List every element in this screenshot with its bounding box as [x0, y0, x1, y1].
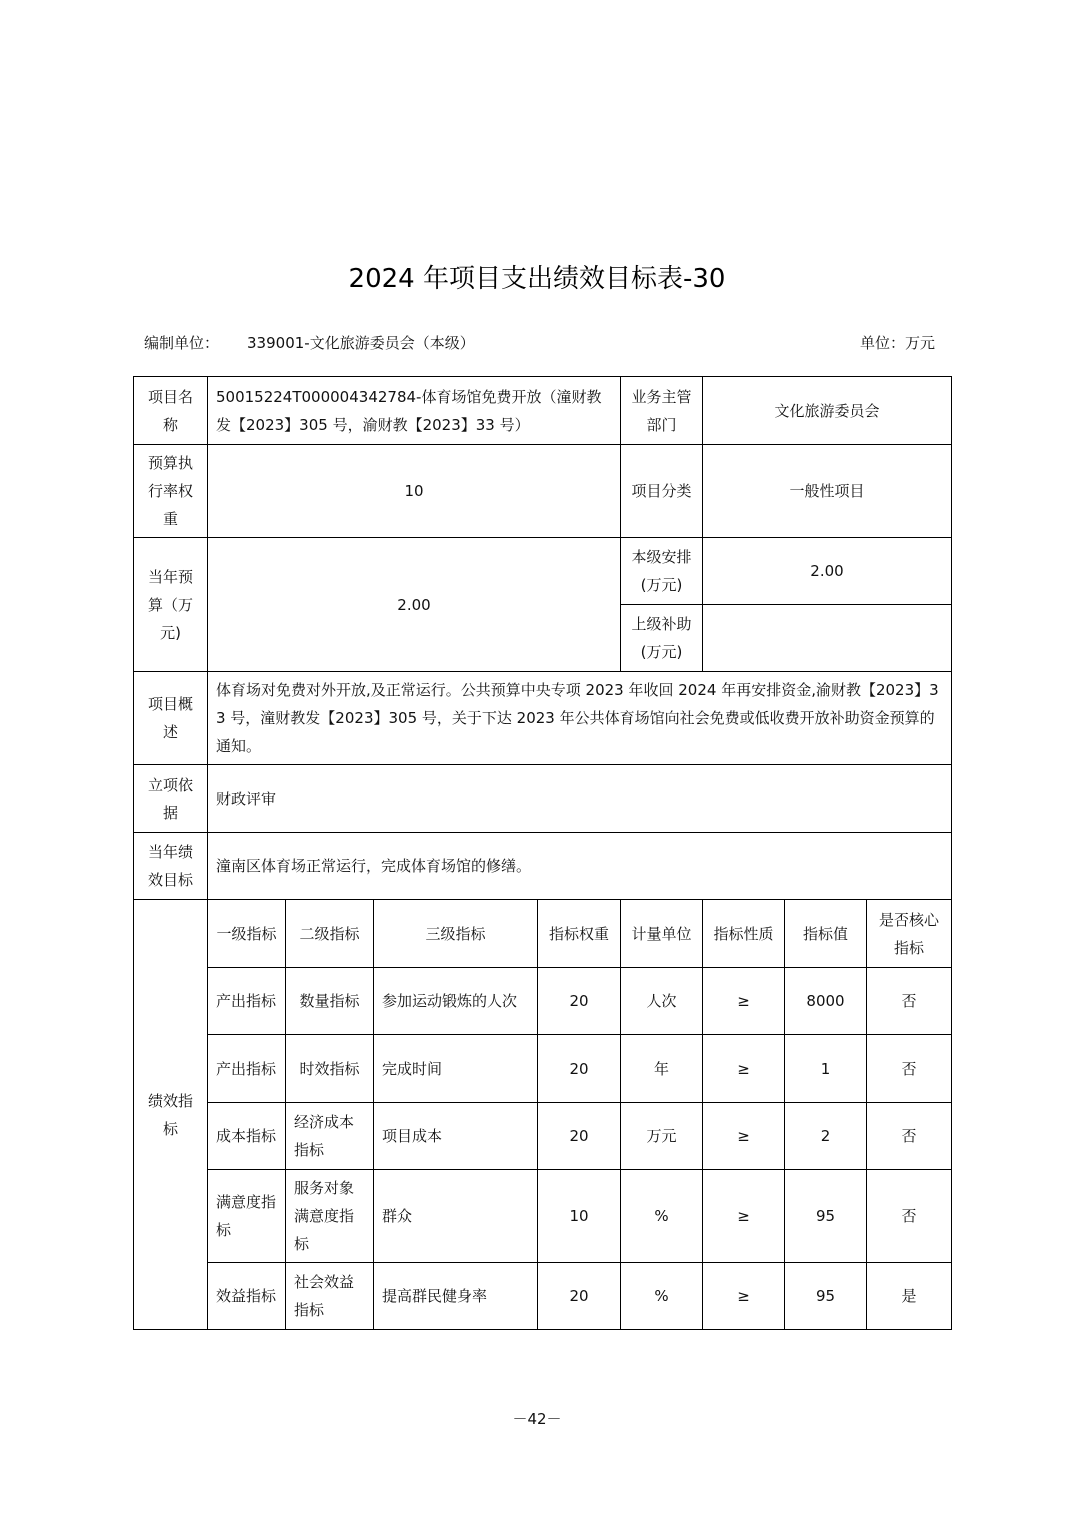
weight-value: 10 [208, 445, 621, 538]
level3-cell: 完成时间 [374, 1035, 538, 1103]
table-row [134, 1263, 952, 1330]
value-cell: 95 [785, 1263, 867, 1330]
level3-cell: 提高群民健身率 [374, 1263, 538, 1330]
project-name-label: 项目名称 [134, 377, 208, 445]
core-cell: 否 [867, 1170, 952, 1263]
page-title: 2024 年项目支出绩效目标表-30 [348, 264, 726, 294]
table-row [134, 1035, 952, 1103]
header-level1: 一级指标 [208, 900, 286, 968]
basis-text: 财政评审 [208, 765, 952, 833]
upper-value [703, 605, 952, 672]
goal-label: 当年绩效目标 [134, 833, 208, 900]
summary-label: 项目概述 [134, 672, 208, 765]
level3-cell: 项目成本 [374, 1103, 538, 1170]
value-cell: 95 [785, 1170, 867, 1263]
weight-cell: 20 [538, 968, 621, 1035]
weight-cell: 20 [538, 1263, 621, 1330]
currency-unit: 单位：万元 [860, 334, 936, 352]
category-label: 项目分类 [621, 445, 703, 538]
nature-cell: ≥ [703, 1263, 785, 1330]
level1-cell: 效益指标 [208, 1263, 286, 1330]
weight-cell: 10 [538, 1170, 621, 1263]
dept-value: 文化旅游委员会 [703, 377, 952, 445]
level2-cell: 服务对象满意度指标 [286, 1170, 374, 1263]
level3-cell: 参加运动锻炼的人次 [374, 968, 538, 1035]
upper-label: 上级补助(万元) [621, 605, 703, 672]
value-cell: 8000 [785, 968, 867, 1035]
category-value: 一般性项目 [703, 445, 952, 538]
header-unit: 计量单位 [621, 900, 703, 968]
page-number: －42－ [512, 1410, 562, 1428]
level2-cell: 时效指标 [286, 1035, 374, 1103]
core-cell: 否 [867, 1103, 952, 1170]
level2-cell: 经济成本指标 [286, 1103, 374, 1170]
unit-cell: 年 [621, 1035, 703, 1103]
value-cell: 1 [785, 1035, 867, 1103]
header-core: 是否核心指标 [867, 900, 952, 968]
core-cell: 是 [867, 1263, 952, 1330]
nature-cell: ≥ [703, 968, 785, 1035]
unit-cell: % [621, 1263, 703, 1330]
core-cell: 否 [867, 968, 952, 1035]
level2-cell: 社会效益指标 [286, 1263, 374, 1330]
header-value: 指标值 [785, 900, 867, 968]
header-nature: 指标性质 [703, 900, 785, 968]
header-level3: 三级指标 [374, 900, 538, 968]
core-cell: 否 [867, 1035, 952, 1103]
level1-cell: 产出指标 [208, 1035, 286, 1103]
goal-text: 潼南区体育场正常运行，完成体育场馆的修缮。 [208, 833, 952, 900]
local-value: 2.00 [703, 538, 952, 605]
project-name: 50015224T000004342784-体育场馆免费开放（潼财教发【2023】305 号，渝财教【2023】33 号） [208, 377, 621, 445]
nature-cell: ≥ [703, 1035, 785, 1103]
level1-cell: 产出指标 [208, 968, 286, 1035]
level2-cell: 数量指标 [286, 968, 374, 1035]
weight-cell: 20 [538, 1103, 621, 1170]
value-cell: 2 [785, 1103, 867, 1170]
budget-label: 当年预算（万元) [134, 538, 208, 672]
summary-text: 体育场对免费对外开放,及正常运行。公共预算中央专项 2023 年收回 2024 年再安排资金,渝财教【2023】33 号，潼财教发【2023】305 号，关于下达 2023 年公共体育场馆向社会免费或低收费开放补助资金预算的通知。 [208, 672, 952, 765]
indicators-label: 绩效指标 [134, 900, 208, 1330]
nature-cell: ≥ [703, 1170, 785, 1263]
level1-cell: 满意度指标 [208, 1170, 286, 1263]
basis-label: 立项依据 [134, 765, 208, 833]
compiling-unit [144, 332, 475, 353]
compiling-unit-label: 编制单位： [144, 334, 220, 352]
weight-label: 预算执行率权重 [134, 445, 208, 538]
local-label: 本级安排(万元) [621, 538, 703, 605]
nature-cell: ≥ [703, 1103, 785, 1170]
table-row [134, 968, 952, 1035]
header-weight: 指标权重 [538, 900, 621, 968]
performance-table [133, 376, 952, 1330]
unit-cell: 人次 [621, 968, 703, 1035]
unit-cell: % [621, 1170, 703, 1263]
level1-cell: 成本指标 [208, 1103, 286, 1170]
compiling-unit-value: 339001-文化旅游委员会（本级） [247, 334, 475, 352]
budget-value: 2.00 [208, 538, 621, 672]
weight-cell: 20 [538, 1035, 621, 1103]
header-level2: 二级指标 [286, 900, 374, 968]
level3-cell: 群众 [374, 1170, 538, 1263]
dept-label: 业务主管部门 [621, 377, 703, 445]
unit-cell: 万元 [621, 1103, 703, 1170]
table-row [134, 1103, 952, 1170]
table-row [134, 1170, 952, 1263]
